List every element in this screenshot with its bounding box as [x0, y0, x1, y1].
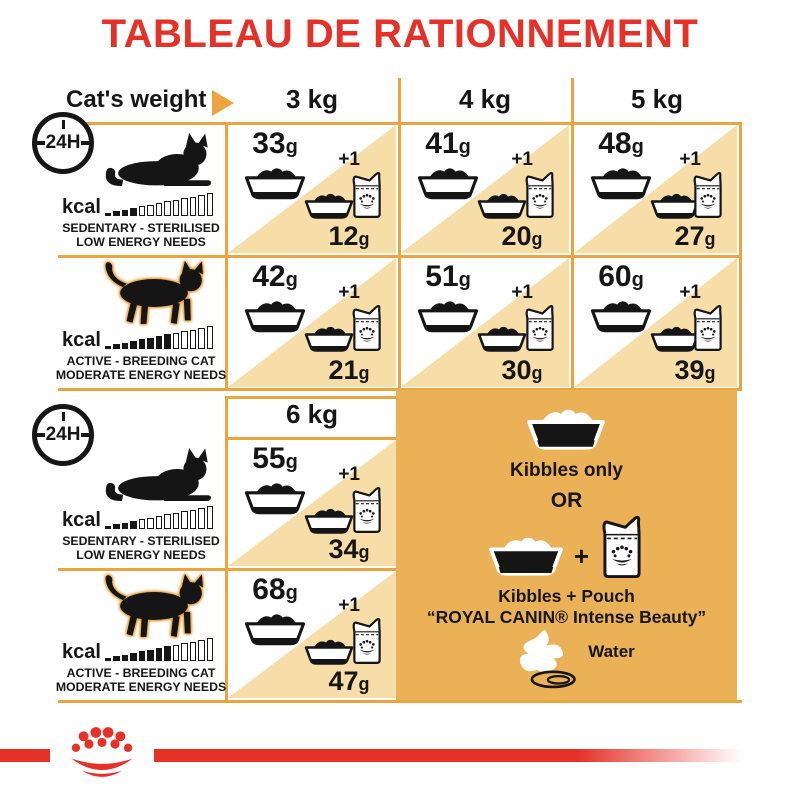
bowl-icon [526, 406, 606, 454]
royal-canin-crown-logo [56, 726, 148, 788]
plus-one-pouch: +1 [338, 149, 360, 170]
bowl-icon [244, 611, 306, 649]
kcal-indicator [62, 638, 213, 661]
ration-cell-sedentary-6kg [228, 440, 396, 566]
clock-tick [81, 433, 92, 437]
kibbles-amount: 60g [598, 260, 644, 293]
ration-cell-sedentary-3kg [228, 125, 396, 253]
kibbles-amount: 51g [425, 260, 471, 293]
grid-line [739, 122, 742, 391]
bowl-icon [417, 165, 479, 203]
plus-one-pouch: +1 [338, 595, 360, 616]
bowl-icon [244, 165, 306, 203]
bowl-icon [417, 298, 479, 336]
pouch-icon [691, 169, 725, 221]
kibbles-amount: 55g [252, 442, 298, 475]
kcal-bars [105, 506, 214, 529]
ration-cell-active-4kg [401, 258, 569, 387]
profile-active [55, 258, 227, 387]
footer-bar-left [0, 749, 50, 762]
clock-tick [62, 412, 65, 421]
profile-label: ACTIVE - BREEDING CAT MODERATE ENERGY NEEDS [55, 353, 227, 383]
cats-weight-label: Cat's weight [66, 86, 207, 113]
pouch-icon [350, 169, 384, 221]
grid-line [58, 700, 742, 703]
plus-one-pouch: +1 [511, 282, 533, 303]
mixed-amount: 20g [501, 221, 543, 251]
pouch-icon [691, 302, 725, 354]
pouch-icon [350, 615, 384, 667]
clock-tick [34, 141, 45, 145]
kibbles-amount: 42g [252, 260, 298, 293]
kcal-label: kcal [62, 641, 101, 663]
profile-label: ACTIVE - BREEDING CAT MODERATE ENERGY NEEDS [55, 665, 227, 695]
plus-one-pouch: +1 [679, 149, 701, 170]
profile-active [55, 571, 227, 699]
kcal-indicator [62, 326, 213, 349]
profile-sedentary [58, 440, 224, 567]
profile-label: SEDENTARY - STERILISED LOW ENERGY NEEDS [62, 220, 220, 250]
mixed-amount: 21g [328, 355, 370, 385]
bowl-icon [590, 165, 652, 203]
kcal-bars [105, 193, 214, 216]
water-row [396, 628, 737, 690]
ration-cell-active-6kg [228, 571, 396, 698]
plus-one-pouch: +1 [511, 149, 533, 170]
pouch-icon [523, 169, 557, 221]
clock-24h-icon [32, 112, 94, 174]
ration-cell-active-3kg [228, 258, 396, 387]
pouch-icon [599, 514, 645, 580]
cat-lying-icon [100, 446, 222, 510]
or-label: OR [550, 489, 583, 512]
pouch-icon [350, 484, 384, 536]
column-header-6kg: 6 kg [285, 399, 339, 429]
royal-canin-pouch-label: “ROYAL CANIN® Intense Beauty” [426, 607, 707, 627]
column-header-4kg: 4 kg [458, 84, 512, 114]
page-title: TABLEAU DE RATIONNEMENT [101, 12, 699, 56]
bowl-icon [590, 298, 652, 336]
bowl-icon [304, 506, 354, 537]
cat-walking-icon [90, 258, 218, 328]
kcal-bars [105, 638, 214, 661]
ration-cell-active-5kg [574, 258, 737, 387]
footer-bar [154, 749, 742, 762]
bowl-icon [304, 637, 354, 668]
kcal-label: kcal [62, 196, 101, 218]
bowl-icon [244, 298, 306, 336]
kcal-indicator [62, 506, 213, 529]
kcal-indicator [62, 193, 213, 216]
water-label: Water [588, 642, 635, 661]
cat-lying-icon [100, 131, 222, 195]
bowl-icon [477, 324, 527, 355]
ration-cell-sedentary-5kg [574, 125, 737, 253]
kcal-label: kcal [62, 509, 101, 531]
kibbles-amount: 48g [598, 127, 644, 160]
plus-sign: + [573, 541, 590, 571]
kibbles-plus-pouch-icons [396, 516, 737, 580]
kibbles-only-label: Kibbles only [510, 460, 623, 481]
bowl-icon [304, 324, 354, 355]
clock-24h-icon [32, 404, 94, 466]
mixed-amount: 47g [328, 666, 370, 696]
kcal-label: kcal [62, 329, 101, 351]
bowl-icon [477, 191, 527, 222]
water-icon [498, 628, 596, 690]
clock-24h-label: 24H [45, 132, 81, 153]
plus-one-pouch: +1 [338, 282, 360, 303]
bowl-icon [488, 534, 564, 580]
mixed-amount: 34g [328, 534, 370, 564]
clock-tick [62, 120, 65, 129]
mixed-amount: 39g [674, 355, 716, 385]
pouch-icon [523, 302, 557, 354]
ration-cell-sedentary-4kg [401, 125, 569, 253]
cat-walking-icon [90, 571, 218, 641]
kcal-bars [105, 326, 214, 349]
kibbles-amount: 41g [425, 127, 471, 160]
column-header-3kg: 3 kg [285, 84, 339, 114]
plus-one-pouch: +1 [679, 282, 701, 303]
column-header-5kg: 5 kg [630, 84, 684, 114]
bowl-icon [304, 191, 354, 222]
mixed-amount: 30g [501, 355, 543, 385]
kibbles-pouch-label: Kibbles + Pouch [498, 586, 635, 606]
clock-tick [81, 141, 92, 145]
pouch-icon [350, 302, 384, 354]
mixed-amount: 12g [328, 221, 370, 251]
profile-label: SEDENTARY - STERILISED LOW ENERGY NEEDS [62, 533, 220, 563]
feeding-options-panel [396, 390, 737, 700]
kibbles-amount: 33g [252, 127, 298, 160]
clock-24h-label: 24H [45, 424, 81, 445]
bowl-icon [244, 480, 306, 518]
clock-tick [34, 433, 45, 437]
mixed-amount: 27g [674, 221, 716, 251]
kibbles-amount: 68g [252, 573, 298, 606]
plus-one-pouch: +1 [338, 464, 360, 485]
